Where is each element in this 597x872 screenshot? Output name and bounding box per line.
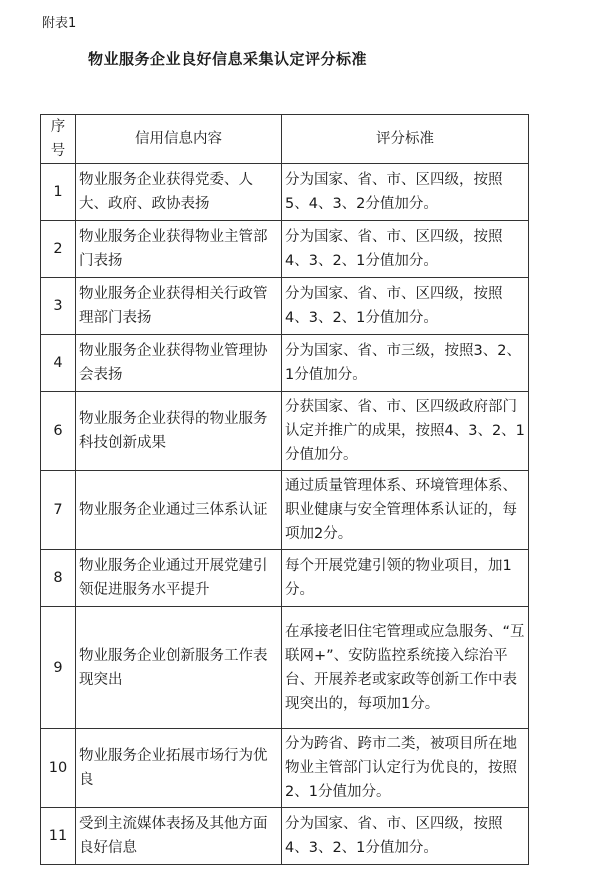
table-header-row (41, 115, 529, 164)
row-standard: 分为国家、省、市三级，按照3、2、1分值加分。 (282, 335, 529, 392)
row-content: 物业服务企业拓展市场行为优良 (76, 729, 282, 808)
row-no: 4 (41, 335, 76, 392)
row-standard: 分为国家、省、市、区四级，按照4、3、2、1分值加分。 (282, 278, 529, 335)
attachment-label: 附表1 (42, 16, 77, 31)
row-content: 物业服务企业获得相关行政管理部门表扬 (76, 278, 282, 335)
row-content: 物业服务企业通过开展党建引领促进服务水平提升 (76, 550, 282, 607)
table-row (41, 550, 529, 607)
row-no: 8 (41, 550, 76, 607)
row-standard: 每个开展党建引领的物业项目，加1分。 (282, 550, 529, 607)
row-no: 2 (41, 221, 76, 278)
row-content: 物业服务企业获得物业管理协会表扬 (76, 335, 282, 392)
row-content: 物业服务企业获得的物业服务科技创新成果 (76, 392, 282, 471)
row-no: 6 (41, 392, 76, 471)
row-content: 受到主流媒体表扬及其他方面良好信息 (76, 808, 282, 865)
table-row (41, 808, 529, 865)
row-content: 物业服务企业获得党委、人大、政府、政协表扬 (76, 164, 282, 221)
table-row (41, 607, 529, 729)
table-row (41, 392, 529, 471)
table-row (41, 471, 529, 550)
row-standard: 分为国家、省、市、区四级，按照4、3、2、1分值加分。 (282, 221, 529, 278)
header-standard: 评分标准 (282, 115, 529, 164)
header-content: 信用信息内容 (76, 115, 282, 164)
row-standard: 分获国家、省、市、区四级政府部门认定并推广的成果，按照4、3、2、1分值加分。 (282, 392, 529, 471)
table-row (41, 164, 529, 221)
row-no: 11 (41, 808, 76, 865)
table-row (41, 278, 529, 335)
scoring-table (40, 114, 529, 865)
row-standard: 通过质量管理体系、环境管理体系、职业健康与安全管理体系认证的，每项加2分。 (282, 471, 529, 550)
row-no: 9 (41, 607, 76, 729)
document-title: 物业服务企业良好信息采集认定评分标准 (88, 50, 368, 68)
row-standard: 分为国家、省、市、区四级，按照5、4、3、2分值加分。 (282, 164, 529, 221)
header-no: 序号 (41, 115, 76, 164)
row-standard: 分为跨省、跨市二类，被项目所在地物业主管部门认定行为优良的，按照2、1分值加分。 (282, 729, 529, 808)
row-no: 7 (41, 471, 76, 550)
row-no: 1 (41, 164, 76, 221)
row-content: 物业服务企业获得物业主管部门表扬 (76, 221, 282, 278)
table-row (41, 729, 529, 808)
row-content: 物业服务企业创新服务工作表现突出 (76, 607, 282, 729)
table-row (41, 221, 529, 278)
table-row (41, 335, 529, 392)
row-no: 3 (41, 278, 76, 335)
row-standard: 在承接老旧住宅管理或应急服务、“互联网+”、安防监控系统接入综治平台、开展养老或家政等创新工作中表现突出的，每项加1分。 (282, 607, 529, 729)
row-content: 物业服务企业通过三体系认证 (76, 471, 282, 550)
row-standard: 分为国家、省、市、区四级，按照4、3、2、1分值加分。 (282, 808, 529, 865)
row-no: 10 (41, 729, 76, 808)
